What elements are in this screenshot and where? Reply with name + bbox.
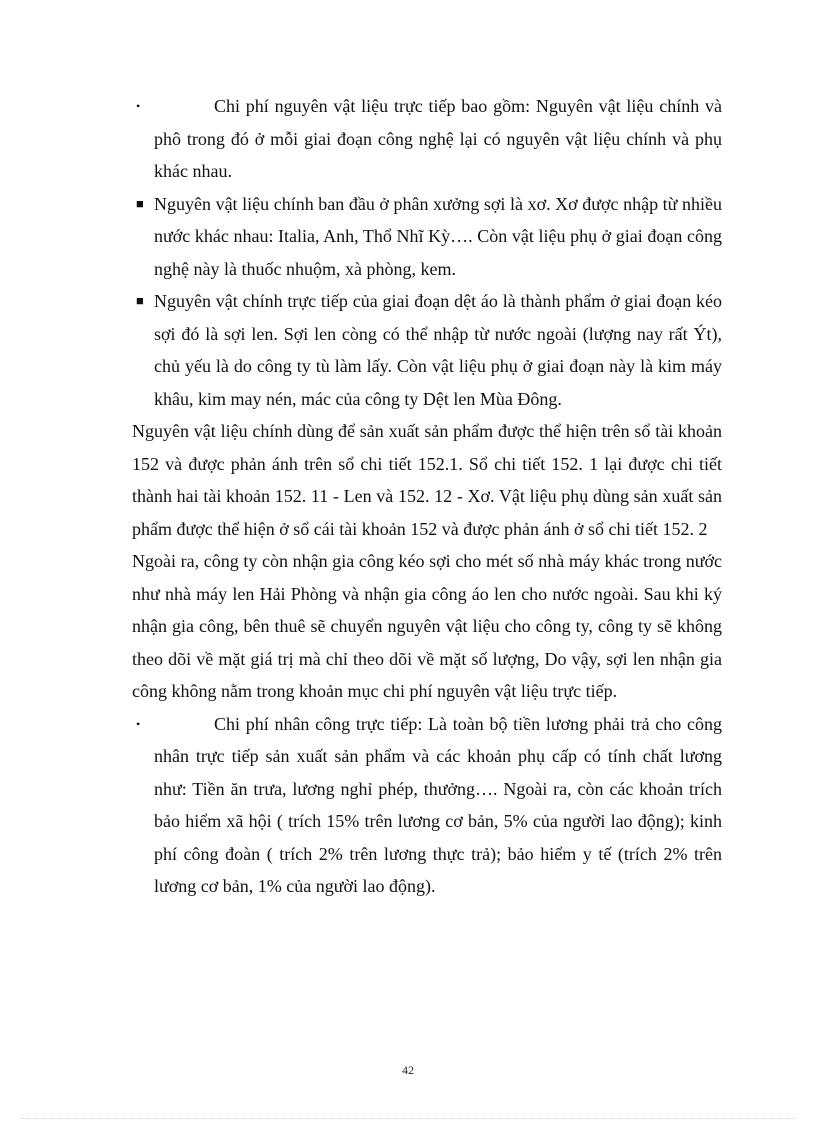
bullet-square-icon: ■: [136, 293, 144, 308]
bullet-dot-icon: •: [136, 716, 141, 731]
bullet-dot-icon: •: [136, 99, 141, 113]
paragraph: Nguyên vật liệu chính dùng để sản xuất sản phẩm được thể hiện trên sổ tài khoản 152 và được phản ánh trên sổ chi tiết 152.1. Sổ chi tiết 152. 1 lại được chi tiết thành hai tài khoản 152. 11 - Len và 152. 12 - Xơ. Vật liệu phụ dùng sản xuất sản phẩm được thể hiện ở sổ cái tài khoản 152 và được phản ánh ở sổ chi tiết 152. 2: [132, 421, 722, 539]
bullet-text: Nguyên vật liệu chính ban đầu ở phân xưởng sợi là xơ. Xơ được nhập từ nhiều nước khác nhau: Italia, Anh, Thổ Nhĩ Kỳ…. Còn vật liệu phụ ở giai đoạn công nghệ này là thuốc nhuộm, xà phòng, kem.: [154, 193, 722, 279]
bullet-item: [132, 90, 722, 188]
bullet-text: Chi phí nhân công trực tiếp: Là toàn bộ tiền lương phải trả cho công nhân trực tiếp sản xuất sản phẩm và các khoản phụ cấp có tính chất lương như: Tiền ăn trưa, lương nghỉ phép, thưởng…. Ngoài ra, còn các khoản trích bảo hiểm xã hội ( trích 15% trên lương cơ bản, 5% của người lao động); kinh phí công đoàn ( trích 2% trên lương thực trả); bảo hiểm y tế (trích 2% trên lương cơ bản, 1% của người lao động).: [154, 713, 722, 896]
bullet-item: [132, 188, 722, 286]
bullet-text: Chi phí nguyên vật liệu trực tiếp bao gồm: Nguyên vật liệu chính và phô trong đó ở mỗi giai đoạn công nghệ lại có nguyên vật liệu chính và phụ khác nhau.: [154, 96, 722, 181]
page-bottom-divider: [20, 1118, 796, 1119]
paragraph: Ngoài ra, công ty còn nhận gia công kéo sợi cho mét số nhà máy khác trong nước như nhà máy len Hải Phòng và nhận gia công áo len cho nước ngoài. Sau khi ký nhận gia công, bên thuê sẽ chuyển nguyên vật liệu cho công ty, công ty sẽ không theo dõi về mặt giá trị mà chỉ theo dõi về mặt số lượng, Do vậy, sợi len nhận gia công không nằm trong khoản mục chi phí nguyên vật liệu trực tiếp.: [132, 551, 722, 701]
page-content: [132, 90, 722, 903]
bullet-square-icon: ■: [136, 195, 144, 211]
bullet-text: Nguyên vật chính trực tiếp của giai đoạn dệt áo là thành phẩm ở giai đoạn kéo sợi đó là sợi len. Sợi len còng có thể nhập từ nước ngoài (lượng nay rất Ýt), chủ yếu là do công ty tù làm lấy. Còn vật liệu phụ ở giai đoạn này là kim máy khâu, kim may nén, mác của công ty Dệt len Mùa Đông.: [154, 291, 722, 409]
bullet-item: [132, 708, 722, 903]
bullet-item: [132, 285, 722, 415]
page-number: 42: [402, 1063, 414, 1077]
